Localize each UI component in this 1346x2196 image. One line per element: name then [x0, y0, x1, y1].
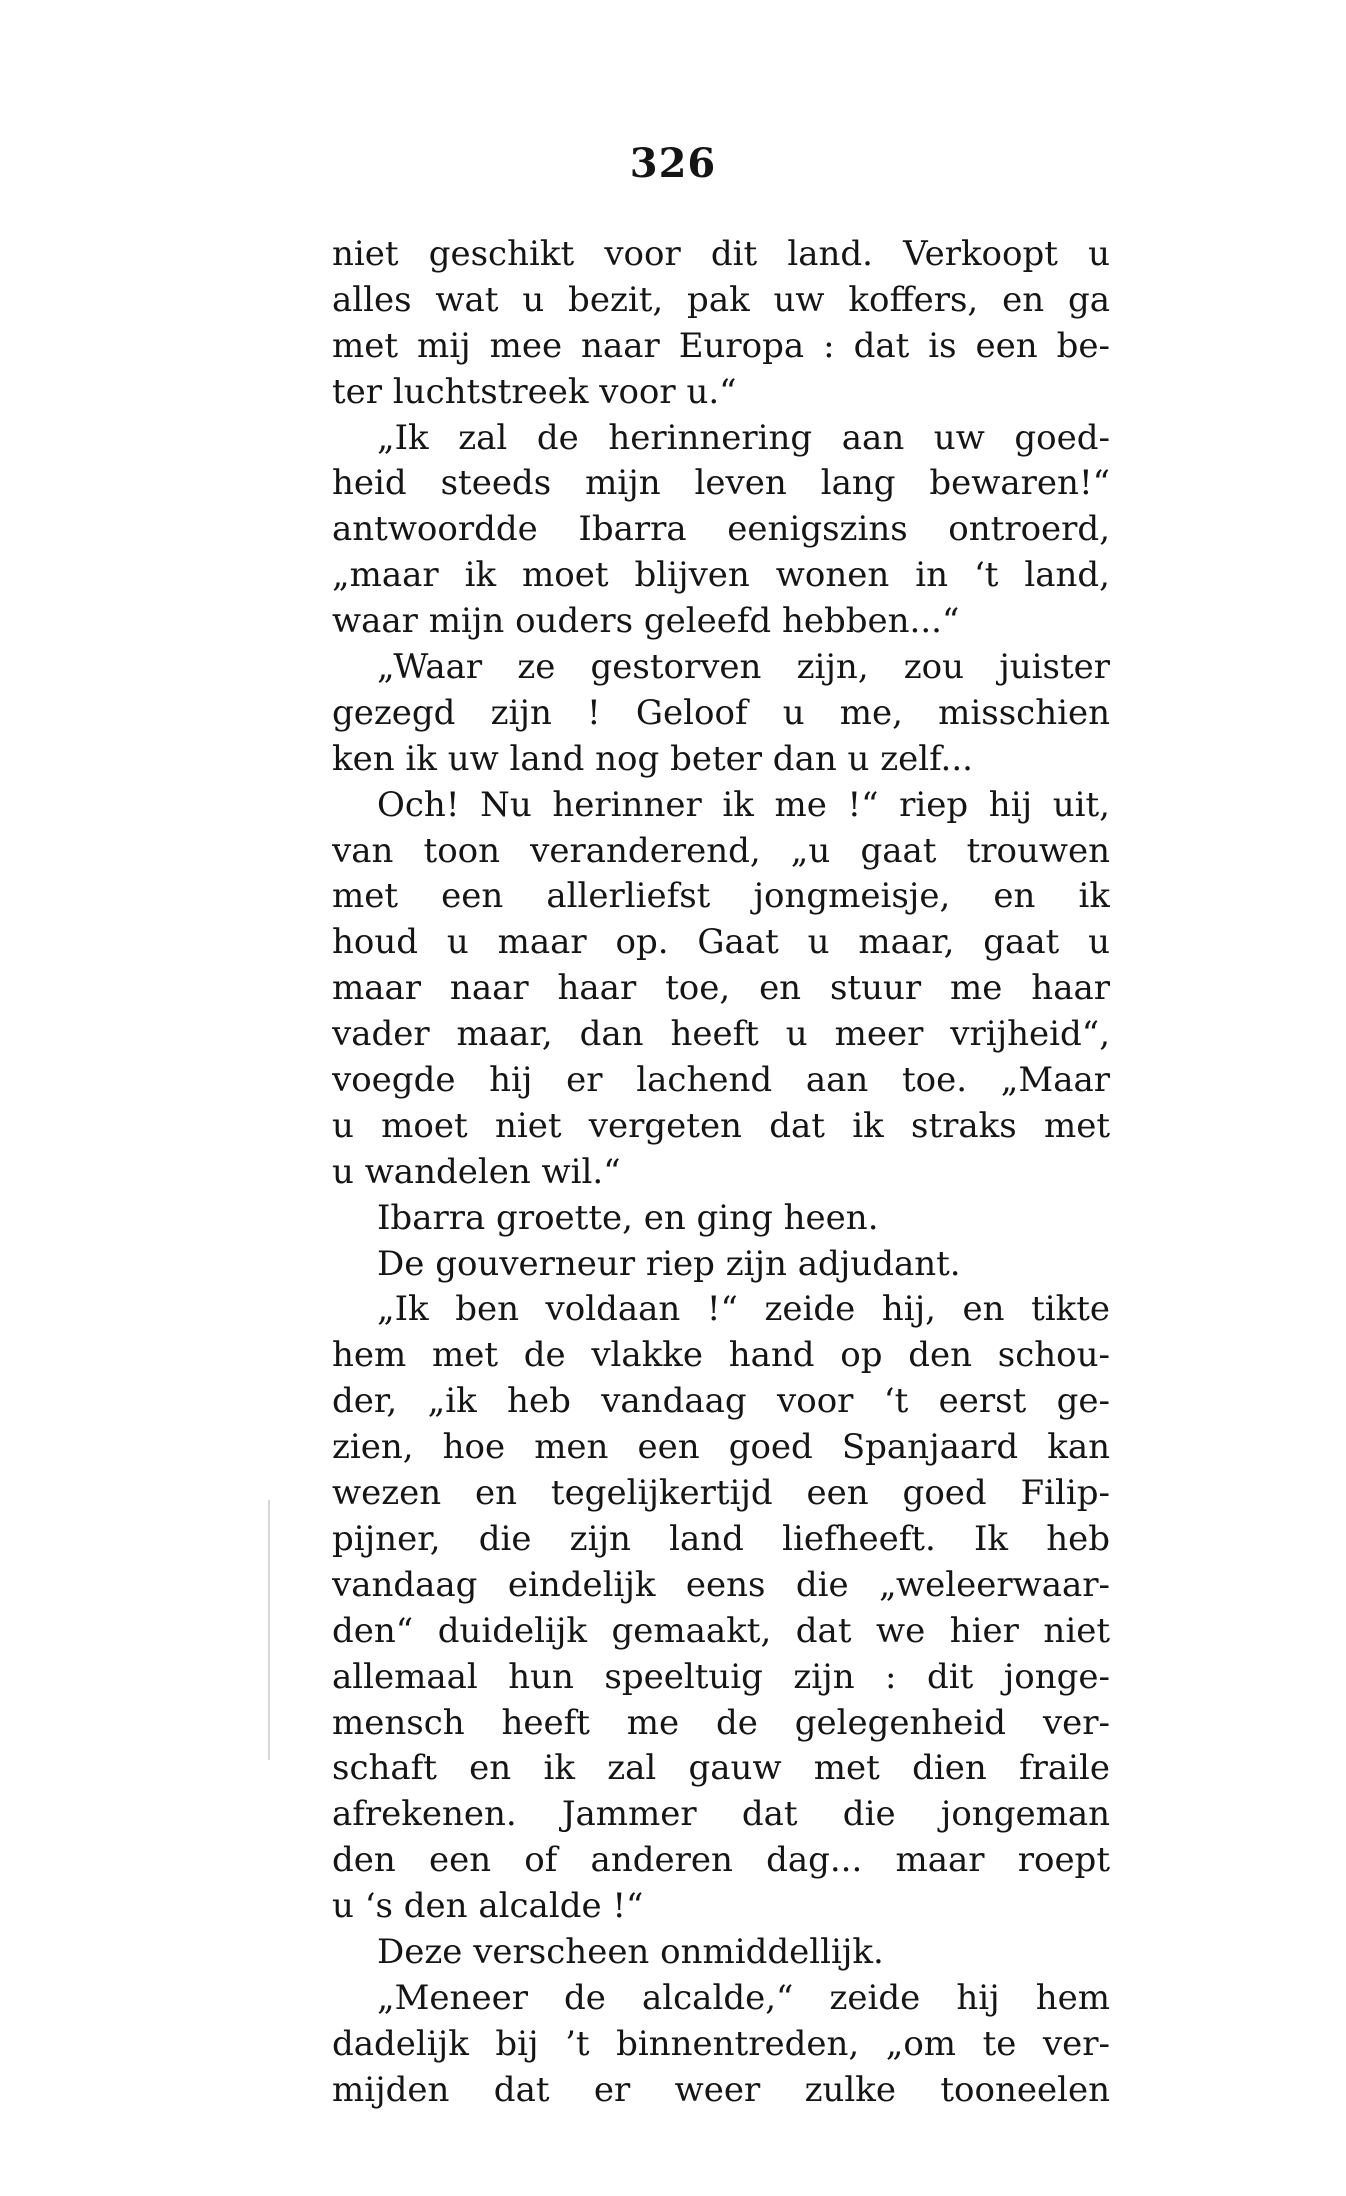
- text-line: gezegd zijn ! Geloof u me, misschien: [332, 692, 1110, 733]
- text-line: „maar ik moet blijven wonen in ‘t land,: [332, 555, 1110, 596]
- page-number: 326: [629, 140, 717, 187]
- text-line: zien, hoe men een goed Spanjaard kan: [332, 1427, 1110, 1468]
- text-line: „Waar ze gestorven zijn, zou juister: [377, 647, 1110, 688]
- text-line: „Ik zal de herinnering aan uw goed-: [377, 417, 1110, 458]
- text-line: Deze verscheen onmiddellijk.: [377, 1931, 884, 1972]
- text-line: schaft en ik zal gauw met dien fraile: [332, 1748, 1110, 1789]
- text-line: ter luchtstreek voor u.“: [332, 371, 737, 412]
- text-line: u moet niet vergeten dat ik straks met: [332, 1105, 1110, 1146]
- text-line: mensch heeft me de gelegenheid ver-: [332, 1702, 1110, 1743]
- text-line: den“ duidelijk gemaakt, dat we hier niet: [332, 1610, 1110, 1651]
- text-line: De gouverneur riep zijn adjudant.: [377, 1243, 961, 1284]
- text-line: met een allerliefst jongmeisje, en ik: [332, 876, 1110, 917]
- text-line: met mij mee naar Europa : dat is een be-: [332, 325, 1110, 366]
- text-line: afrekenen. Jammer dat die jongeman: [332, 1794, 1110, 1835]
- text-line: mijden dat er weer zulke tooneelen: [332, 2069, 1110, 2110]
- text-line: „Meneer de alcalde,“ zeide hij hem: [377, 1977, 1110, 2018]
- text-line: vandaag eindelijk eens die „weleerwaar-: [332, 1564, 1110, 1605]
- text-line: alles wat u bezit, pak uw koffers, en ga: [332, 279, 1110, 320]
- text-line: hem met de vlakke hand op den schou-: [332, 1335, 1110, 1376]
- text-line: Ibarra groette, en ging heen.: [377, 1197, 879, 1238]
- text-line: allemaal hun speeltuig zijn : dit jonge-: [332, 1656, 1110, 1697]
- text-line: u wandelen wil.“: [332, 1151, 621, 1192]
- text-line: ken ik uw land nog beter dan u zelf...: [332, 738, 973, 779]
- text-line: dadelijk bij ’t binnentreden, „om te ver-: [332, 2023, 1110, 2064]
- text-line: heid steeds mijn leven lang bewaren!“: [332, 463, 1110, 504]
- text-line: pijner, die zijn land liefheeft. Ik heb: [332, 1518, 1110, 1559]
- body-text: [332, 232, 1110, 2114]
- text-line: den een of anderen dag... maar roept: [332, 1840, 1110, 1881]
- text-line: voegde hij er lachend aan toe. „Maar: [332, 1060, 1110, 1101]
- text-line: „Ik ben voldaan !“ zeide hij, en tikte: [377, 1289, 1110, 1330]
- text-line: u ‘s den alcalde !“: [332, 1886, 644, 1927]
- text-line: van toon veranderend, „u gaat trouwen: [332, 830, 1110, 871]
- scan-margin-mark: [268, 1500, 270, 1760]
- text-line: vader maar, dan heeft u meer vrijheid“,: [332, 1014, 1110, 1055]
- text-line: maar naar haar toe, en stuur me haar: [332, 968, 1110, 1009]
- text-line: antwoordde Ibarra eenigszins ontroerd,: [332, 509, 1110, 550]
- text-line: der, „ik heb vandaag voor ‘t eerst ge-: [332, 1381, 1110, 1422]
- text-line: waar mijn ouders geleefd hebben...“: [332, 601, 960, 642]
- text-line: houd u maar op. Gaat u maar, gaat u: [332, 922, 1110, 963]
- text-line: wezen en tegelijkertijd een goed Filip-: [332, 1473, 1110, 1514]
- text-line: niet geschikt voor dit land. Verkoopt u: [332, 234, 1110, 274]
- text-line: Och! Nu herinner ik me !“ riep hij uit,: [377, 784, 1110, 825]
